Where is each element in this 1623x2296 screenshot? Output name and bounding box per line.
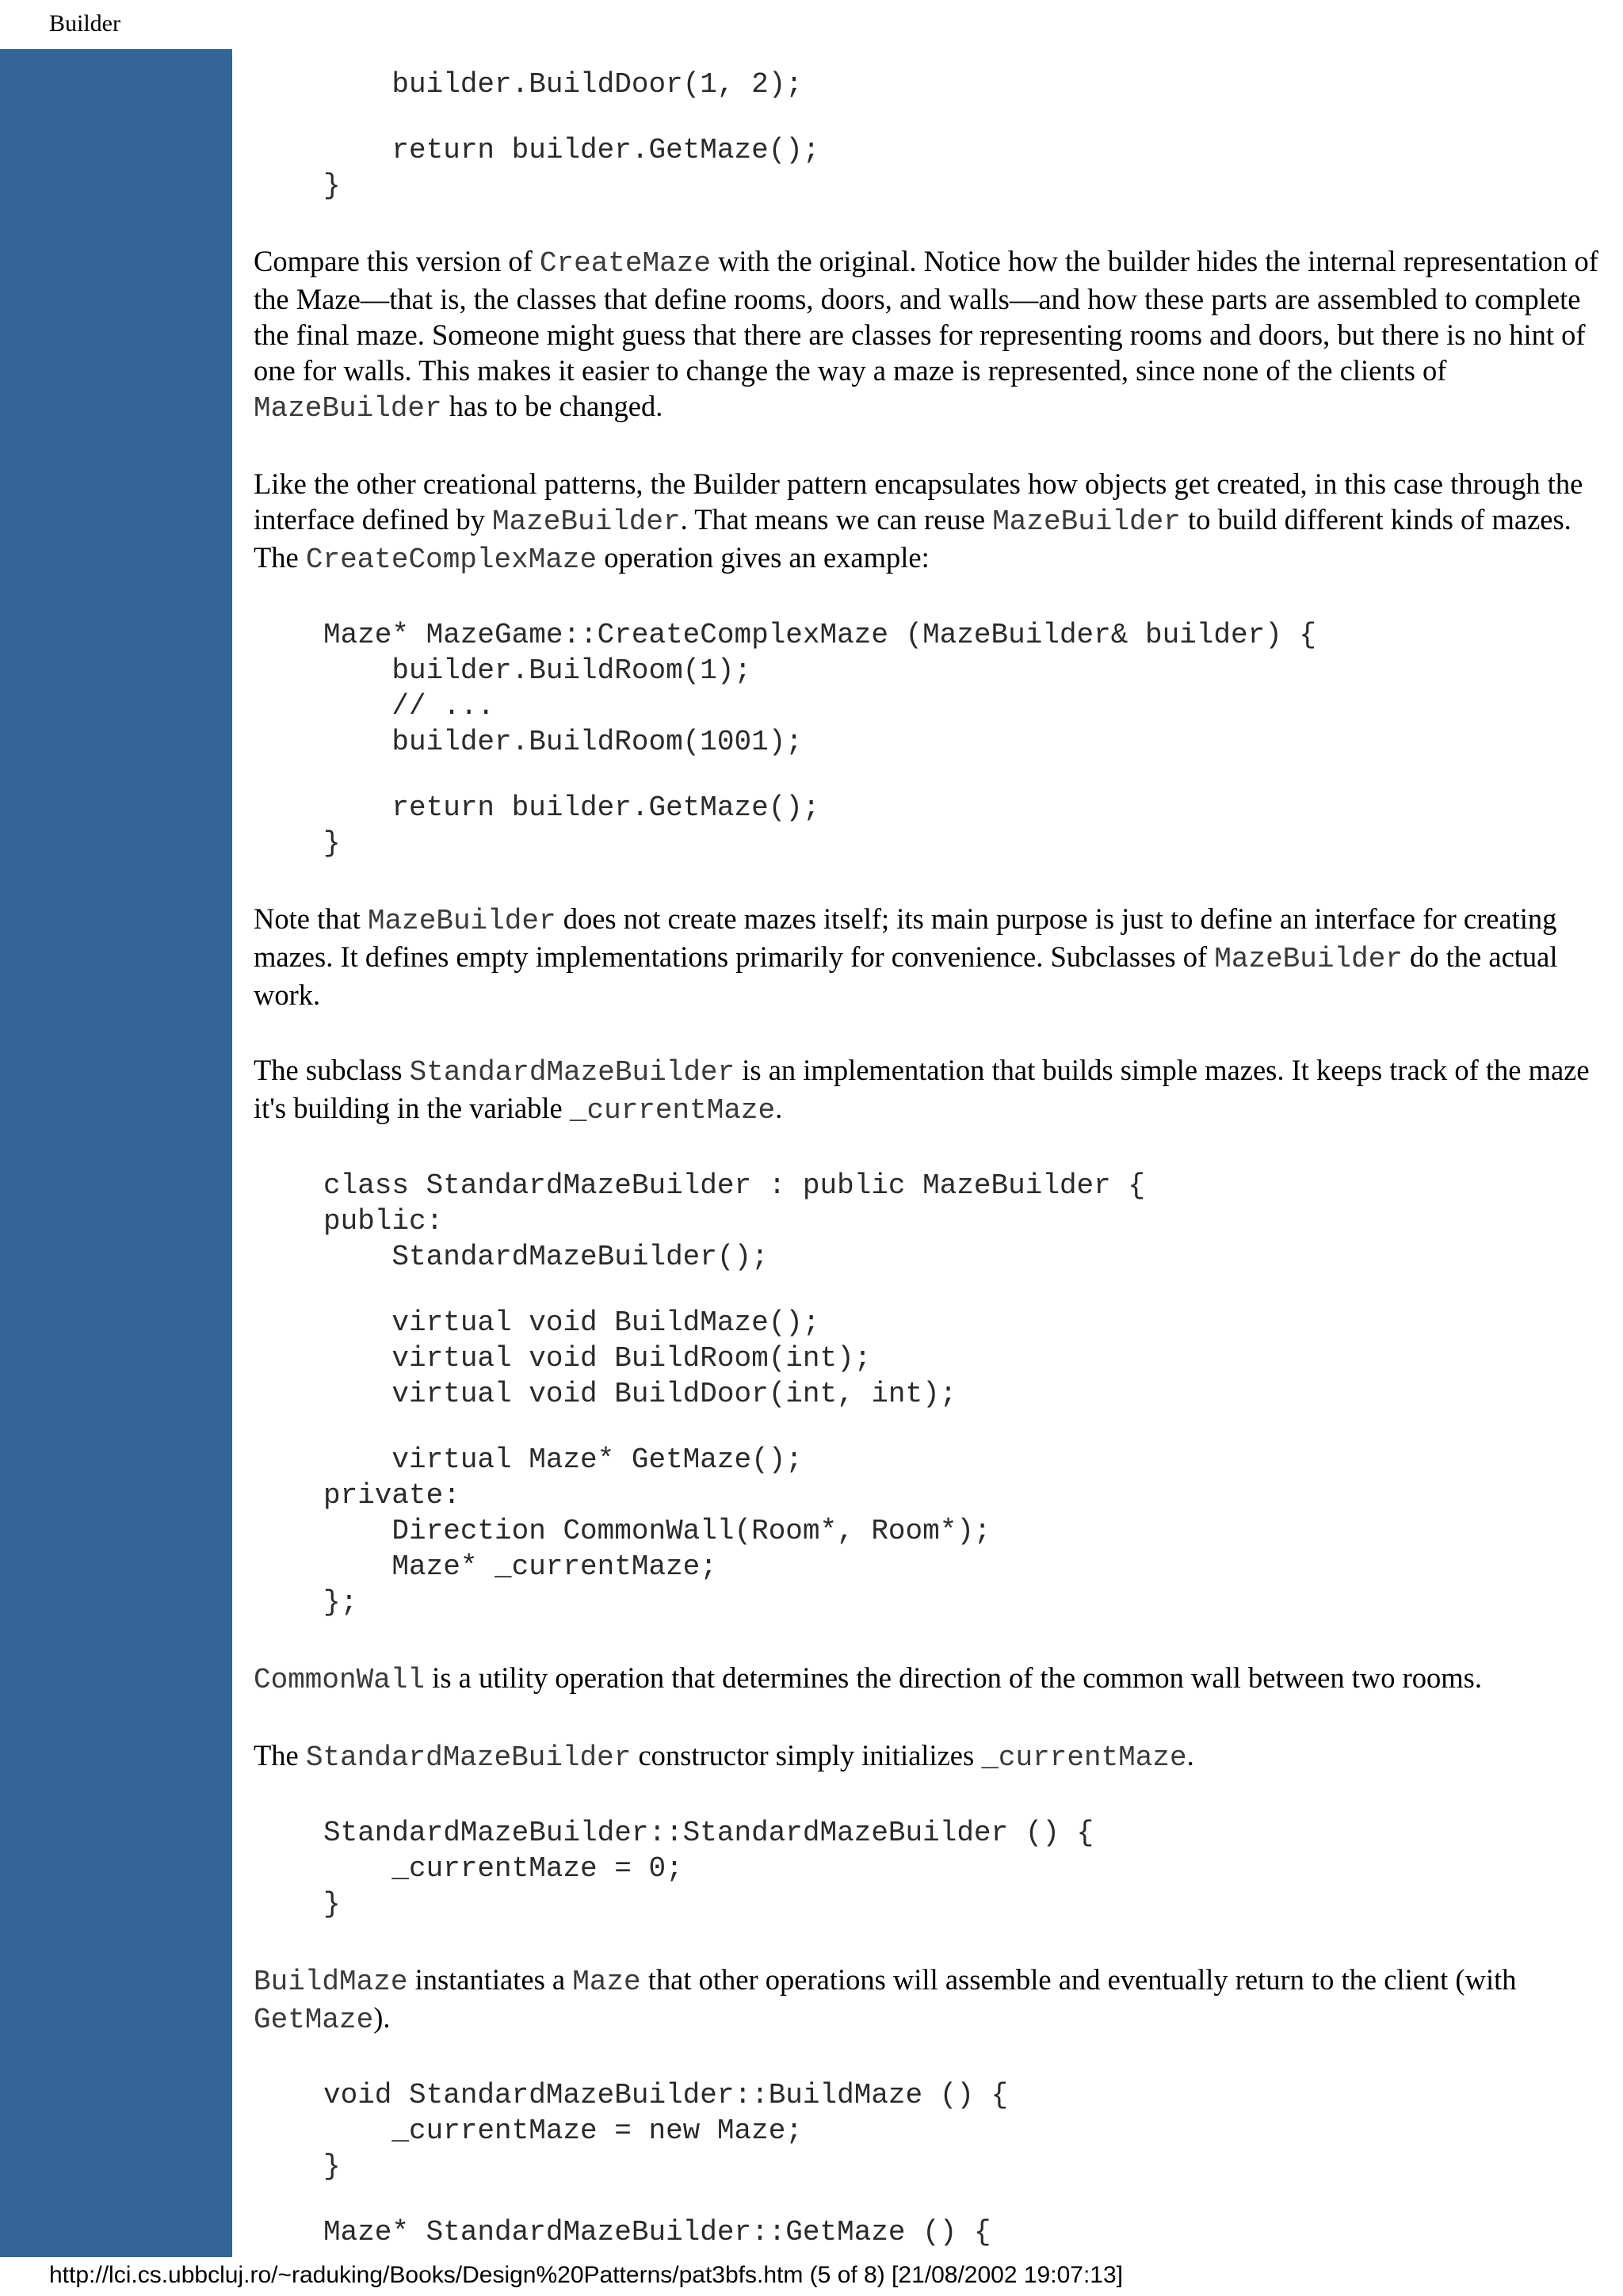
code-blank-line bbox=[254, 1412, 1609, 1442]
paragraph-text: Note that bbox=[254, 902, 368, 935]
code-line: Maze* MazeGame::CreateComplexMaze (MazeBuilder& builder) { bbox=[323, 619, 1317, 651]
code-line: builder.BuildRoom(1); bbox=[323, 654, 752, 687]
code-block bbox=[254, 67, 1609, 204]
block-gap bbox=[254, 1013, 1609, 1052]
paragraph-text: does not create mazes itself; its main purpose is just to define an interface for creating mazes. It defines empty implementations primarily for convenience. Subclasses of bbox=[254, 902, 1557, 973]
block-gap bbox=[254, 1620, 1609, 1660]
inline-code: StandardMazeBuilder bbox=[305, 1741, 632, 1774]
paragraph-text: . bbox=[775, 1092, 783, 1124]
paragraph-text: with the original. Notice how the builder hides the internal representation of the Maze—that is, the classes that define rooms, doors, and walls—and how these parts are assembled to complete the final maze. Someone might guess that there are classes for representing rooms and doors, but there is no hint of one for walls. This makes it easier to change the way a maze is represented, since none of the clients of bbox=[254, 245, 1598, 387]
code-line: Maze* _currentMaze; bbox=[323, 1550, 717, 1583]
paragraph-text: is a utility operation that determines the direction of the common wall between two rooms. bbox=[425, 1661, 1482, 1694]
inline-code: GetMaze bbox=[254, 2004, 374, 2036]
code-line: } bbox=[323, 2150, 341, 2183]
sidebar-band bbox=[0, 49, 232, 2257]
block-gap bbox=[254, 204, 1609, 243]
document-body bbox=[254, 67, 1609, 2250]
inline-code: MazeBuilder bbox=[1214, 943, 1403, 975]
block-gap bbox=[254, 426, 1609, 466]
code-line: }; bbox=[323, 1586, 358, 1619]
paragraph-text: to build different kinds of mazes. The bbox=[254, 503, 1571, 574]
footer-url: http://lci.cs.ubbcluj.ro/~raduking/Books/Design%20Patterns/pat3bfs.htm (5 of 8) [21/08/2002 19:07:13] bbox=[49, 2262, 1123, 2288]
code-blank-line bbox=[254, 760, 1609, 790]
code-line: public: bbox=[323, 1205, 444, 1238]
inline-code: CreateMaze bbox=[539, 247, 711, 280]
inline-code: MazeBuilder bbox=[992, 505, 1181, 538]
code-block bbox=[254, 2077, 1609, 2250]
code-line: class StandardMazeBuilder : public MazeBuilder { bbox=[323, 1169, 1145, 1202]
paragraph bbox=[254, 466, 1609, 578]
paragraph bbox=[254, 1660, 1609, 1698]
code-blank-line bbox=[254, 102, 1609, 132]
inline-code: MazeBuilder bbox=[254, 392, 442, 425]
code-block bbox=[254, 1815, 1609, 1922]
paragraph-text: . That means we can reuse bbox=[680, 503, 993, 536]
paragraph-text: instantiates a bbox=[407, 1963, 573, 1996]
code-line: virtual void BuildRoom(int); bbox=[323, 1342, 872, 1375]
code-line: Maze* StandardMazeBuilder::GetMaze () { bbox=[323, 2216, 991, 2248]
block-gap bbox=[254, 861, 1609, 901]
code-line: virtual void BuildMaze(); bbox=[323, 1306, 820, 1339]
code-line: builder.BuildDoor(1, 2); bbox=[323, 68, 803, 101]
paragraph bbox=[254, 1737, 1609, 1775]
code-block bbox=[254, 617, 1609, 861]
code-line: virtual void BuildDoor(int, int); bbox=[323, 1378, 957, 1410]
code-line: StandardMazeBuilder::StandardMazeBuilder () { bbox=[323, 1817, 1094, 1849]
paragraph bbox=[254, 901, 1609, 1013]
paragraph-text: constructor simply initializes bbox=[631, 1739, 982, 1772]
paragraph bbox=[254, 1052, 1609, 1128]
inline-code: _currentMaze bbox=[981, 1741, 1187, 1774]
paragraph bbox=[254, 243, 1609, 426]
paragraph-text: The subclass bbox=[254, 1054, 410, 1086]
code-line: StandardMazeBuilder(); bbox=[323, 1241, 769, 1273]
code-line: _currentMaze = 0; bbox=[323, 1852, 683, 1885]
paragraph-text: do the actual work. bbox=[254, 940, 1558, 1011]
code-line: virtual Maze* GetMaze(); bbox=[323, 1444, 803, 1476]
page-header-title: Builder bbox=[49, 10, 120, 36]
paragraph-text: that other operations will assemble and eventually return to the client (with bbox=[640, 1963, 1517, 1996]
paragraph-text: operation gives an example: bbox=[597, 541, 930, 574]
code-line: private: bbox=[323, 1479, 460, 1512]
block-gap bbox=[254, 1922, 1609, 1962]
code-line: builder.BuildRoom(1001); bbox=[323, 726, 803, 758]
paragraph bbox=[254, 1962, 1609, 2038]
code-line: _currentMaze = new Maze; bbox=[323, 2115, 803, 2147]
inline-code: CreateComplexMaze bbox=[305, 543, 598, 576]
block-gap bbox=[254, 2038, 1609, 2077]
inline-code: Maze bbox=[572, 1966, 641, 1998]
block-gap bbox=[254, 1128, 1609, 1168]
code-block bbox=[254, 1168, 1609, 1620]
paragraph-text: is an implementation that builds simple mazes. It keeps track of the maze it's building in the variable bbox=[254, 1054, 1590, 1124]
paragraph-text: The bbox=[254, 1739, 306, 1772]
code-blank-line bbox=[254, 2184, 1609, 2214]
inline-code: CommonWall bbox=[254, 1664, 426, 1696]
inline-code: MazeBuilder bbox=[367, 905, 556, 937]
code-line: return builder.GetMaze(); bbox=[323, 134, 820, 166]
paragraph-text: Compare this version of bbox=[254, 245, 540, 277]
code-line: void StandardMazeBuilder::BuildMaze () { bbox=[323, 2079, 1009, 2111]
code-line: return builder.GetMaze(); bbox=[323, 791, 820, 824]
code-line: // ... bbox=[323, 690, 495, 723]
inline-code: MazeBuilder bbox=[491, 505, 681, 538]
code-blank-line bbox=[254, 1275, 1609, 1305]
inline-code: _currentMaze bbox=[569, 1094, 776, 1127]
code-line: } bbox=[323, 1888, 341, 1920]
paragraph-text: ). bbox=[373, 2001, 391, 2034]
block-gap bbox=[254, 1775, 1609, 1815]
block-gap bbox=[254, 578, 1609, 617]
code-line: Direction CommonWall(Room*, Room*); bbox=[323, 1515, 991, 1547]
paragraph-text: has to be changed. bbox=[441, 390, 663, 422]
block-gap bbox=[254, 1698, 1609, 1737]
paragraph-text: Like the other creational patterns, the Builder pattern encapsulates how objects get created, in this case through the interface defined by bbox=[254, 467, 1583, 536]
paragraph-text: . bbox=[1186, 1739, 1194, 1772]
code-line: } bbox=[323, 827, 341, 860]
inline-code: BuildMaze bbox=[254, 1966, 408, 1998]
inline-code: StandardMazeBuilder bbox=[409, 1056, 735, 1089]
code-line: } bbox=[323, 170, 341, 202]
